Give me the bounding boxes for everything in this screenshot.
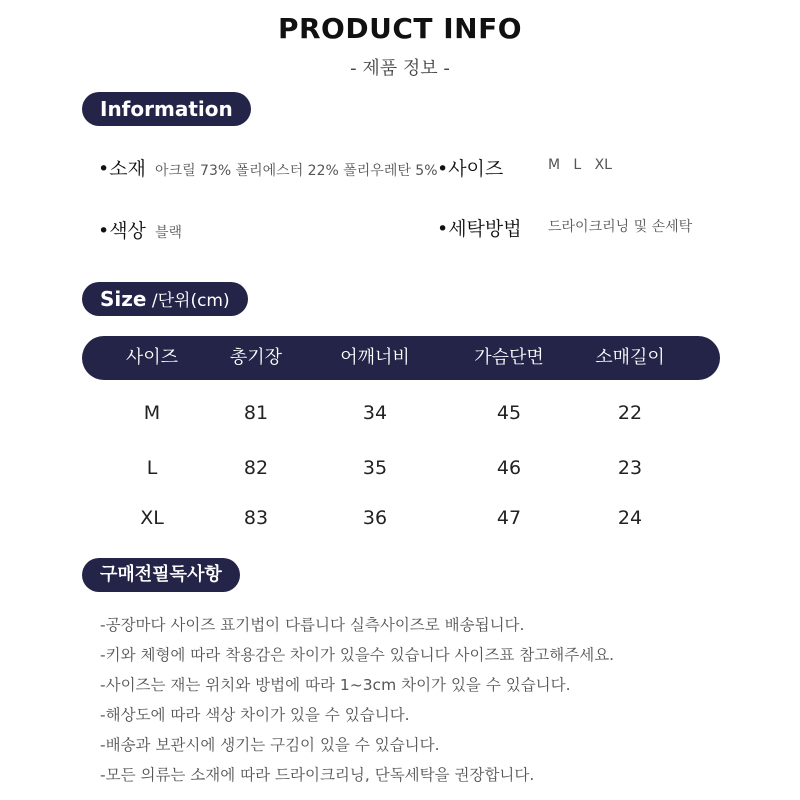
table-cell: 47 [496, 507, 522, 529]
table-cell: 82 [243, 457, 269, 479]
notice-item: -공장마다 사이즈 표기법이 다릅니다 실측사이즈로 배송됩니다. [100, 616, 525, 634]
page-subtitle: - 제품 정보 - [350, 58, 450, 79]
wash-row [437, 214, 522, 241]
header-total-length: 총기장 [229, 347, 283, 368]
wash-label: •세탁방법 [437, 218, 522, 240]
header-sleeve: 소매길이 [595, 347, 665, 368]
table-cell: 83 [243, 507, 269, 529]
notice-item: -배송과 보관시에 생기는 구김이 있을 수 있습니다. [100, 736, 440, 754]
material-label: •소재 [98, 158, 146, 180]
size-unit: /단위(cm) [146, 291, 230, 311]
header-shoulder: 어깨너비 [340, 347, 410, 368]
notice-item: -사이즈는 재는 위치와 방법에 따라 1~3cm 차이가 있을 수 있습니다. [100, 676, 571, 694]
table-cell: 81 [243, 402, 269, 424]
table-cell: XL [140, 507, 164, 529]
notice-item: -해상도에 따라 색상 차이가 있을 수 있습니다. [100, 706, 410, 724]
table-cell: M [143, 402, 161, 424]
size-info-value: M L XL [548, 157, 612, 173]
table-cell: L [146, 457, 158, 479]
notice-item: -키와 체형에 따라 착용감은 차이가 있을수 있습니다 사이즈표 참고해주세요. [100, 646, 615, 664]
table-cell: 24 [617, 507, 643, 529]
header-chest: 가슴단면 [474, 347, 544, 368]
material-row [98, 154, 438, 181]
table-cell: 36 [362, 507, 388, 529]
size-badge [82, 282, 248, 316]
table-cell: 23 [617, 457, 643, 479]
header-size: 사이즈 [125, 347, 179, 368]
size-info-row [437, 154, 503, 181]
size-badge-label: Size [100, 287, 147, 311]
color-value: 블랙 [155, 225, 183, 241]
size-table-header [82, 336, 720, 380]
table-cell: 45 [496, 402, 522, 424]
material-value: 아크릴 73% 폴리에스터 22% 폴리우레탄 5% [155, 163, 438, 179]
notice-badge: 구매전필독사항 [82, 558, 240, 592]
size-info-label: •사이즈 [437, 158, 504, 180]
table-cell: 34 [362, 402, 388, 424]
wash-value: 드라이크리닝 및 손세탁 [548, 219, 693, 235]
table-cell: 46 [496, 457, 522, 479]
information-badge: Information [82, 92, 251, 126]
notice-item: -모든 의류는 소재에 따라 드라이크리닝, 단독세탁을 권장합니다. [100, 766, 535, 784]
color-label: •색상 [98, 220, 146, 242]
table-cell: 35 [362, 457, 388, 479]
page-title: PRODUCT INFO [277, 12, 523, 45]
color-row [98, 216, 182, 243]
notice-list [100, 610, 614, 790]
table-cell: 22 [617, 402, 643, 424]
